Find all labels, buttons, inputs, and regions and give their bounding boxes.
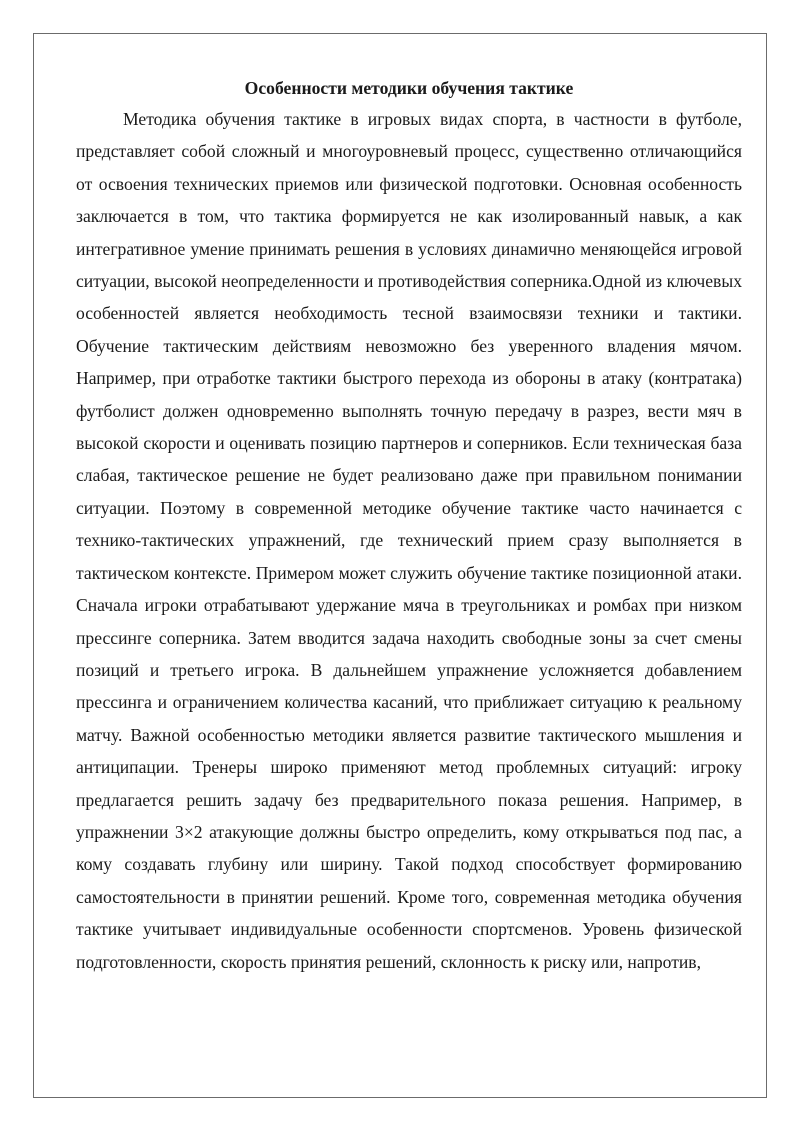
document-title: Особенности методики обучения тактике [244,78,574,98]
document-body [76,74,742,978]
document-paragraph: Методика обучения тактике в игровых видах спорта, в частности в футболе, представляет собой сложный и многоуровневый процесс, существенно отличающийся от освоения технических приемов или физической подготовки. Основная особенность заключается в том, что тактика формируется не как изолированный навык, а как интегративное умение принимать решения в условиях динамично меняющейся игровой ситуации, высокой неопределенности и противодействия соперника.Одной из ключевых особенностей является необходимость тесной взаимосвязи техники и тактики. Обучение тактическим действиям невозможно без уверенного владения мячом. Например, при отработке тактики быстрого перехода из обороны в атаку (контратака) футболист должен одновременно выполнять точную передачу в разрез, вести мяч в высокой скорости и оценивать позицию партнеров и соперников. Если техническая база слабая, тактическое решение не будет реализовано даже при правильном понимании ситуации. Поэтому в современной методике обучение тактике часто начинается с технико-тактических упражнений, где технический прием сразу выполняется в тактическом контексте. Примером может служить обучение тактике позиционной атаки. Сначала игроки отрабатывают удержание мяча в треугольниках и ромбах при низком прессинге соперника. Затем вводится задача находить свободные зоны за счет смены позиций и третьего игрока. В дальнейшем упражнение усложняется добавлением прессинга и ограничением количества касаний, что приближает ситуацию к реальному матчу. Важной особенностью методики является развитие тактического мышления и антиципации. Тренеры широко применяют метод проблемных ситуаций: игроку предлагается решить задачу без предварительного показа решения. Например, в упражнении 3×2 атакующие должны быстро определить, кому открываться под пас, а кому создавать глубину или ширину. Такой подход способствует формированию самостоятельности в принятии решений. Кроме того, современная методика обучения тактике учитывает индивидуальные особенности спортсменов. Уровень физической подготовленности, скорость принятия решений, склонность к риску или, напротив, [76,109,742,972]
